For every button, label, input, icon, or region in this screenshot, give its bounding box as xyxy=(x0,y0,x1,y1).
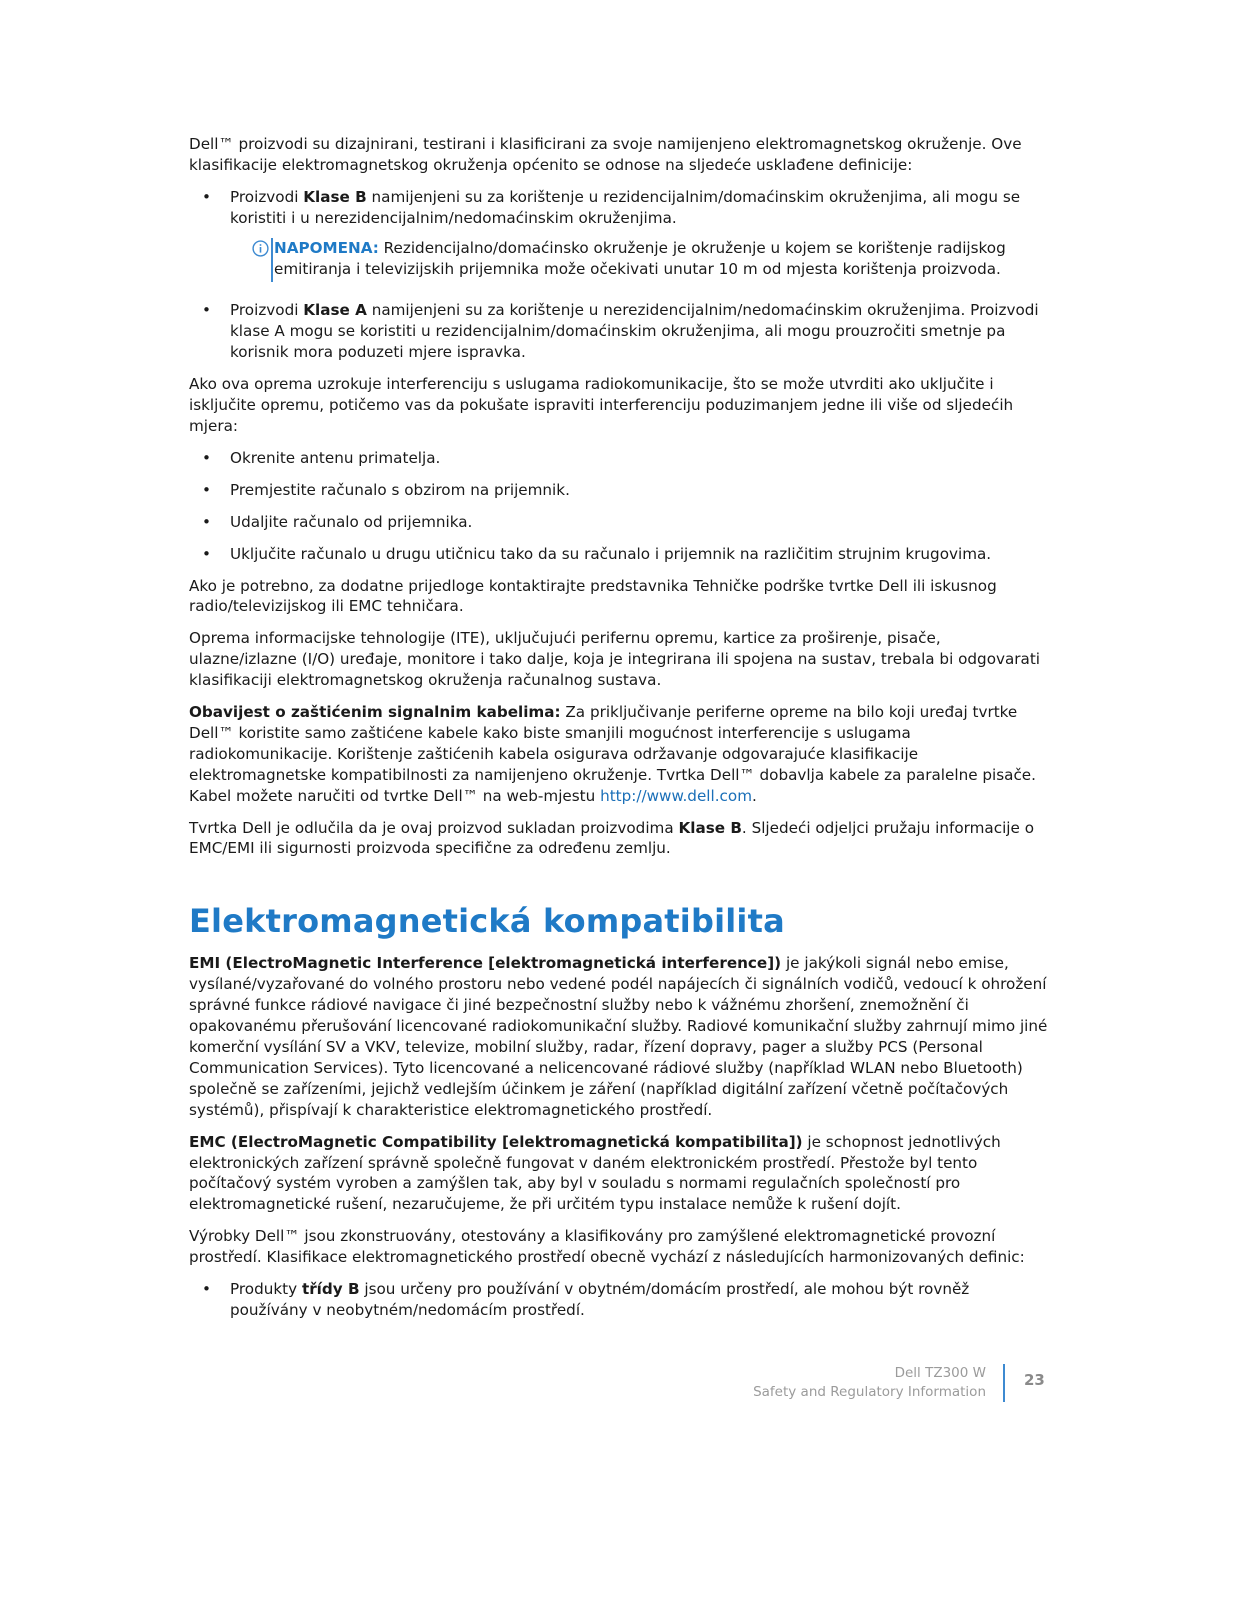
dell-website-link[interactable]: http://www.dell.com xyxy=(600,786,752,805)
footer-doc-title: Safety and Regulatory Information xyxy=(753,1384,986,1400)
footer-divider xyxy=(1003,1364,1005,1402)
dell-products-paragraph: Výrobky Dell™ jsou zkonstruovány, otestovány a klasifikovány pro zamýšlené elektromagnetické provozní prostředí. Klasifikace elektromagnetického prostředí obecně vychází z následujících harmonizovaných definic: xyxy=(189,1227,1025,1267)
list-item-class-b: • Proizvodi Klase B namijenjeni su za korištenje u rezidencijalnim/domaćinskim okruženjima, ali mogu se koristiti i u nerezidencijalnim/nedomaćinskim okruženjima. xyxy=(189,187,1049,229)
note-bar xyxy=(271,238,273,283)
page-number: 23 xyxy=(1024,1371,1045,1389)
class-a-list xyxy=(189,300,1049,363)
footer-product: Dell TZ300 W xyxy=(894,1365,986,1381)
intro-paragraph: Dell™ proizvodi su dizajnirani, testirani i klasificirani za svoje namijenjeno elektromagnetskog okruženje. Ove klasifikacije elektromagnetskog okruženja općenito se odnose na sljedeće usklađene definicije: xyxy=(189,135,1022,174)
list-item: • Udaljite računalo od prijemnika. xyxy=(189,512,1049,533)
list-item: • Uključite računalo u drugu utičnicu tako da su računalo i prijemnik na različitim strujnim krugovima. xyxy=(189,544,1049,565)
emc-paragraph: EMC (ElectroMagnetic Compatibility [elektromagnetická kompatibilita]) je schopnost jednotlivých elektronických zařízení správně společně fungovat v daném elektronickém prostředí. Přestože byl tento počítačový systém vyroben a zamýšlen tak, aby byl v souladu s normami regulačních společností pro elektromagnetické rušení, nezaručujeme, že při určitém typu instalace nemůže k rušení dojít. xyxy=(189,1132,1001,1214)
list-item: • Okrenite antenu primatelja. xyxy=(189,448,1049,469)
list-item-class-a: • Proizvodi Klase A namijenjeni su za korištenje u nerezidencijalnim/nedomaćinskim okruženjima. Proizvodi klase A mogu se koristiti u rezidencijalnim/domaćinskim okruženjima, ali mogu prouzročiti smetnje pa korisnik mora poduzeti mjere ispravka. xyxy=(189,300,1049,363)
note-box xyxy=(230,238,1049,280)
cz-class-list xyxy=(189,1279,1049,1321)
compliance-paragraph: Tvrtka Dell je odlučila da je ovaj proizvod sukladan proizvodima Klase B. Sljedeći odjeljci pružaju informacije o EMC/EMI ili sigurnosti proizvoda specifične za određenu zemlju. xyxy=(189,818,1034,858)
note-text: Rezidencijalno/domaćinsko okruženje je okruženje u kojem se korištenje radijskog emitiranja i televizijskih prijemnika može očekivati unutar 10 m od mjesta korištenja proizvoda. xyxy=(274,238,1006,278)
measures-list xyxy=(189,448,1049,565)
interference-paragraph: Ako ova oprema uzrokuje interferenciju s uslugama radiokomunikacije, što se može utvrditi ako uključite i isključite opremu, potičemo vas da pokušate ispraviti interferenciju poduzimanjem jedne ili više od sljedećih mjera: xyxy=(189,375,1014,435)
list-item-class-b-cz: • Produkty třídy B jsou určeny pro používání v obytném/domácím prostředí, ale mohou být rovněž používány v neobytném/nedomácím prostředí. xyxy=(189,1279,1049,1321)
info-circle-icon xyxy=(252,240,269,257)
note-label: NAPOMENA: xyxy=(274,238,379,257)
shielded-cables-paragraph: Obavijest o zaštićenim signalnim kabelima: Za priključivanje periferne opreme na bilo koji uređaj tvrtke Dell™ koristite samo zaštićene kabele kako biste smanjili mogućnost interferencije s uslugama radiokomunikacije. Korištenje zaštićenih kabela osigurava održavanje odgovarajuće klasifikacije elektromagnetske kompatibilnosti za namijenjeno okruženje. Tvrtka Dell™ dobavlja kabele za paralelne pisače. Kabel možete naručiti od tvrtke Dell™ na web-mjestu http://www.dell.com. xyxy=(189,703,1036,805)
page-content xyxy=(189,134,1049,1332)
ite-paragraph: Oprema informacijske tehnologije (ITE), uključujući perifernu opremu, kartice za proširenje, pisače, ulazne/izlazne (I/O) uređaje, monitore i tako dalje, koja je integrirana ili spojena na sustav, trebala bi odgovarati klasifikaciji elektromagnetskog okruženja računalnog sustava. xyxy=(189,629,1041,690)
page-footer xyxy=(753,1364,986,1402)
class-definitions-list xyxy=(189,187,1049,229)
support-paragraph: Ako je potrebno, za dodatne prijedloge kontaktirajte predstavnika Tehničke podrške tvrtke Dell ili iskusnog radio/televizijskog ili EMC tehničara. xyxy=(189,576,997,616)
emi-paragraph: EMI (ElectroMagnetic Interference [elektromagnetická interference]) je jakýkoli signál nebo emise, vysílané/vyzařované do volného prostoru nebo vedené podél napájecích či signálních vodičů, vedoucí k ohrožení správné funkce rádiové navigace či jiné bezpečnostní služby nebo k vážnému zhoršení, znemožnění či opakovanému přerušování licencované radiokomunikační služby. Radiové komunikační služby zahrnují mimo jiné komerční vysílání SV a VKV, televize, mobilní služby, radar, řízení dopravy, pager a služby PCS (Personal Communication Services). Tyto licencované a nelicencované rádiové služby (například WLAN nebo Bluetooth) společně se zařízeními, jejichž vedlejším účinkem je záření (například digitální zařízení včetně počítačových systémů), přispívají k charakteristice elektromagnetického prostředí. xyxy=(189,954,1048,1119)
section-heading: Elektromagnetická kompatibilita xyxy=(189,902,785,941)
list-item: • Premjestite računalo s obzirom na prijemnik. xyxy=(189,480,1049,501)
